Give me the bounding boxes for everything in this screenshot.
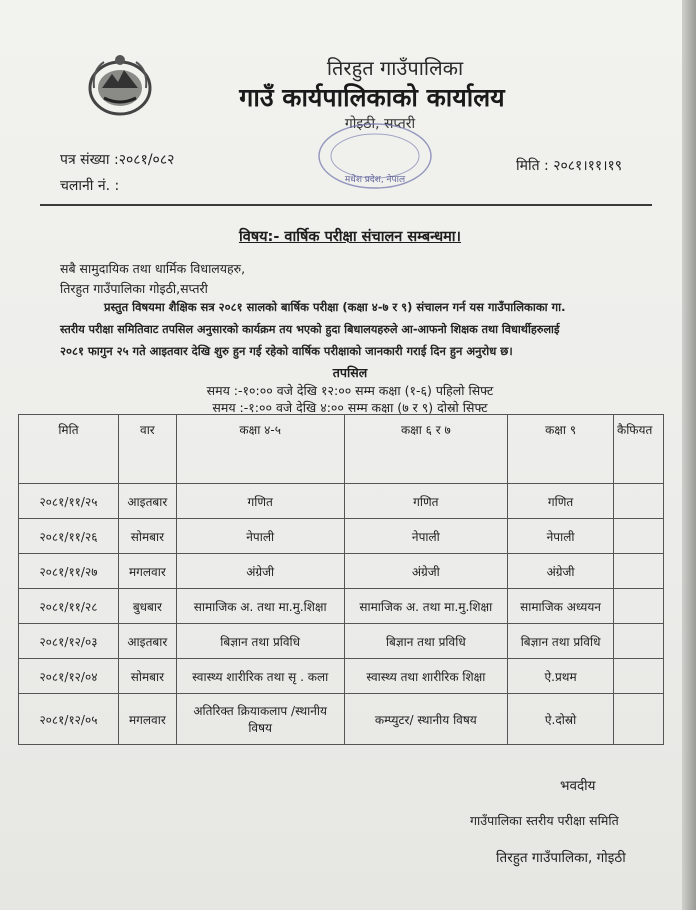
cell-grade-9: सामाजिक अध्ययन [508, 589, 614, 624]
office-stamp-icon [310, 118, 440, 194]
cell-day: आइतबार [118, 484, 176, 519]
cell-grade-4-5: नेपाली [176, 519, 344, 554]
table-row [19, 484, 664, 519]
letter-date: मिति : २०८१।११।१९ [516, 158, 623, 174]
signature-office: तिरहुत गाउँपालिका, गोइठी [496, 850, 626, 866]
cell-grade-9: बिज्ञान तथा प्रविधि [508, 624, 614, 659]
first-shift-time: समय :-१०:०० वजे देखि १२:०० सम्म कक्षा (१-६) पहिलो सिफ्ट [206, 383, 494, 398]
cell-day: आइतबार [118, 624, 176, 659]
cell-grade-4-5: गणित [176, 484, 344, 519]
body-line-3: २०८१ फागुन २५ गते आइतवार देखि शुरु हुन गई रहेको वार्षिक परीक्षाको जानकारी गराई दिन हुन अनुरोध छ। [60, 344, 513, 358]
cell-remarks [613, 694, 663, 745]
cell-grade-6-7: अंग्रेजी [344, 554, 508, 589]
cell-grade-9: गणित [508, 484, 614, 519]
cell-remarks [613, 484, 663, 519]
col-header-grade-4-5: कक्षा ४-५ [176, 415, 344, 484]
body-line-1: प्रस्तुत विषयमा शैक्षिक सत्र २०८१ सालको बार्षिक परीक्षा (कक्षा ४-७ र ९) संचालन गर्न यस गाउँपालिकाका गा. [104, 300, 566, 314]
cell-grade-9: अंग्रेजी [508, 554, 614, 589]
cell-day: बुधबार [118, 589, 176, 624]
table-row [19, 589, 664, 624]
table-header-row [19, 415, 664, 484]
header-divider [40, 204, 652, 206]
cell-date: २०८१/११/२८ [19, 589, 119, 624]
cell-remarks [613, 624, 663, 659]
col-header-remarks: कैफियत [613, 415, 663, 484]
body-line-2: स्तरीय परीक्षा समितिवाट तपसिल अनुसारको कार्यक्रम तय भएको हुदा बिधालयहरुले आ-आफनो शिक्षक तथा विधार्थीहरुलाई [60, 323, 560, 336]
cell-remarks [613, 519, 663, 554]
cell-remarks [613, 659, 663, 694]
schedule-heading: तपसिल [332, 365, 368, 380]
table-row [19, 519, 664, 554]
col-header-day: वार [118, 415, 176, 484]
cell-grade-9: नेपाली [508, 519, 614, 554]
table-row [19, 554, 664, 589]
cell-grade-4-5: स्वास्थ्य शारीरिक तथा सृ . कला [176, 659, 344, 694]
cell-date: २०८१/११/२५ [19, 484, 119, 519]
cell-date: २०८१/११/२७ [19, 554, 119, 589]
col-header-grade-6-7: कक्षा ६ र ७ [344, 415, 508, 484]
cell-day: मगलवार [118, 694, 176, 745]
second-shift-time: समय :-१:०० वजे देखि ४:०० सम्म कक्षा (७ र ९) दोस्रो सिफ्ट [212, 400, 488, 415]
cell-grade-6-7: कम्प्युटर/ स्थानीय विषय [344, 694, 508, 745]
signature-closing: भवदीय [560, 778, 596, 794]
cell-grade-6-7: स्वास्थ्य तथा शारीरिक शिक्षा [344, 659, 508, 694]
cell-grade-6-7: गणित [344, 484, 508, 519]
cell-remarks [613, 554, 663, 589]
table-row [19, 624, 664, 659]
cell-grade-9: ऐ.दोस्रो [508, 694, 614, 745]
signature-committee: गाउँपालिका स्तरीय परीक्षा समिति [470, 813, 619, 828]
letter-subject: विषय:- वार्षिक परीक्षा संचालन सम्बन्धमा। [238, 229, 462, 245]
exam-schedule-table [18, 414, 664, 745]
cell-remarks [613, 589, 663, 624]
municipality-name: तिरहुत गाउँपालिका [326, 56, 464, 80]
cell-grade-6-7: सामाजिक अ. तथा मा.मु.शिक्षा [344, 589, 508, 624]
reference-number: पत्र संख्या :२०८१/०८२ [60, 152, 175, 168]
dispatch-number: चलानी नं. : [60, 178, 120, 194]
cell-day: मगलवार [118, 554, 176, 589]
office-address: गोइठी, सप्तरी [344, 116, 416, 132]
cell-date: २०८१/१२/०३ [19, 624, 119, 659]
col-header-date: मिति [19, 415, 119, 484]
cell-date: २०८१/१२/०५ [19, 694, 119, 745]
cell-grade-6-7: नेपाली [344, 519, 508, 554]
cell-date: २०८१/१२/०४ [19, 659, 119, 694]
cell-grade-9: ऐ.प्रथम [508, 659, 614, 694]
stamp-text: मधेश प्रदेश, नेपाल [344, 175, 406, 185]
cell-day: सोमबार [118, 659, 176, 694]
cell-grade-4-5: अंग्रेजी [176, 554, 344, 589]
cell-grade-4-5: बिज्ञान तथा प्रविधि [176, 624, 344, 659]
cell-grade-6-7: बिज्ञान तथा प्रविधि [344, 624, 508, 659]
col-header-grade-9: कक्षा ९ [508, 415, 614, 484]
cell-date: २०८१/११/२६ [19, 519, 119, 554]
table-row [19, 694, 664, 745]
page-edge-shadow [682, 0, 696, 910]
nepal-emblem-icon [84, 48, 156, 120]
addressee-line-2: तिरहुत गाउँपालिका गोइठी,सप्तरी [60, 281, 208, 296]
table-row [19, 659, 664, 694]
addressee-line-1: सबै सामुदायिक तथा धार्मिक विधालयहरु, [60, 261, 246, 276]
cell-grade-4-5: अतिरिक्त क्रियाकलाप /स्थानीय विषय [176, 694, 344, 745]
cell-day: सोमबार [118, 519, 176, 554]
office-name: गाउँ कार्यपालिकाको कार्यालय [239, 83, 505, 112]
cell-grade-4-5: सामाजिक अ. तथा मा.मु.शिक्षा [176, 589, 344, 624]
